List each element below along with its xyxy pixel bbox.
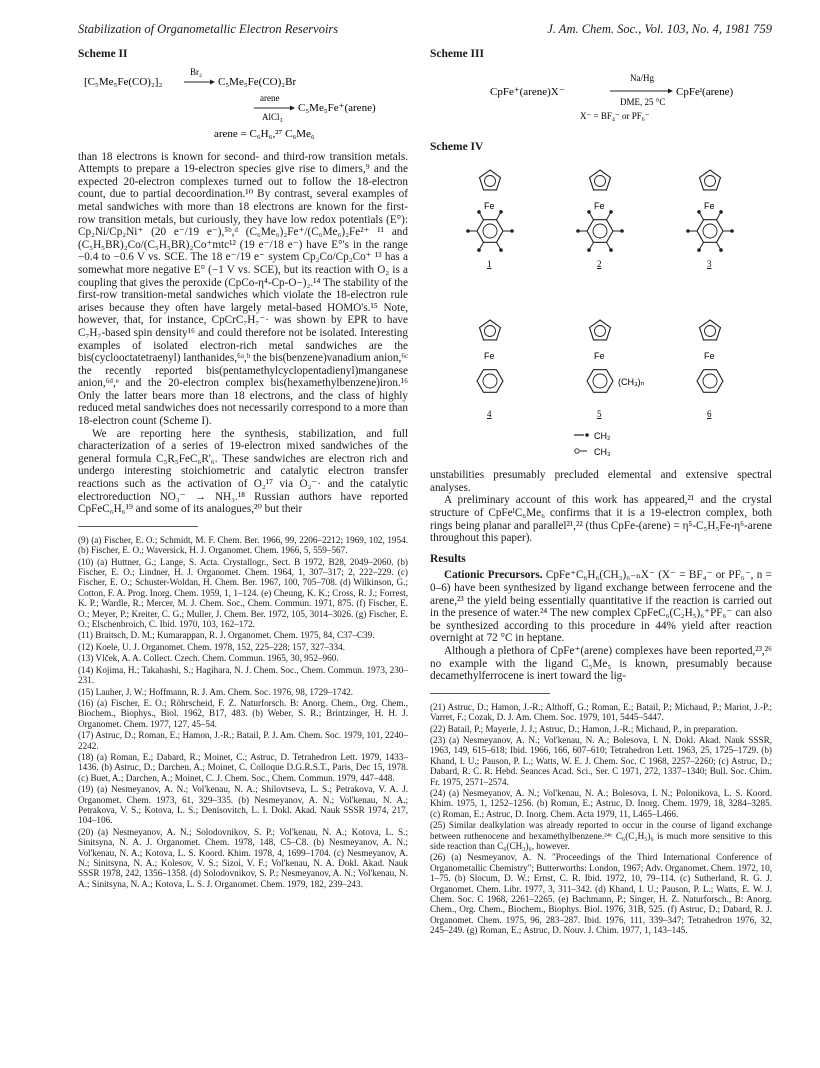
methyl-bond: [607, 242, 611, 249]
methyl-dot: [477, 210, 481, 214]
methyl-dot: [719, 248, 723, 252]
scheme-3-reagent-top: Na/Hg: [630, 72, 654, 83]
arene-aromatic-circle: [593, 374, 607, 388]
scheme-2-drawing: [78, 67, 408, 143]
reference-22: (22) Batail, P.; Mayerle, J. J.; Astruc, D.; Hamon, J.-R.; Michaud, P., in preparation.: [430, 723, 738, 734]
reference-26: (26) (a) Nesmeyanov, A. N. "Proceedings of the Third International Conference of Organometallic Chemistry"; Butterworths: London, 1967; Adv. Organomet. Chem. 1972, 10, 1–75. (b) Slocum, D. W.; Ernst, C. R. Ibid. 1972, 10, 79–114. (c) Sutherland, R. G. J. Organomet. Chem. Libr. 1977, 3, 311–342. (d) Khand, I. U.; Pauson, P. L.; Watts, E. W. J. Chem. Soc. C 1968, 2261–2265. (e) Bachmann, P.; Singer, H. Z. Naturforsch., B: Anorg. Chem., Org. Chem., Biochem., Biophys. Biol. 1976, 31B, 525. (f) Astruc, D.; Dabard, R. J. Organomet. Chem. 1975, 96, 283–287. Ibid. 1976, 111, 339–347; Tetrahedron 1976, 32, 245–249. (g) Roman, E.; Astruc, D. Nouv. J. Chim. 1977, 1, 143–145.: [430, 852, 772, 936]
reference-25: (25) Similar dealkylation was already reported to occur in the course of ligand exchange between ruthenocene and hexamethylbenzene.²⁴ᶜ C₆(C₂H₅)₆ is much more sensitive to this side reaction than C₆(CH₃)₆, however.: [430, 820, 772, 851]
arene-aromatic-circle: [483, 224, 497, 238]
reference-17: (17) Astruc, D.; Roman, E.; Hamon, J.-R.; Batail, P. J. Am. Chem. Soc. 1979, 101, 2240–2242.: [78, 730, 408, 751]
arene-ring: [587, 220, 613, 243]
methyl-dot: [730, 229, 734, 233]
fe-label: Fe: [594, 351, 605, 362]
methyl-bond: [590, 242, 594, 249]
legend-ch3-label: CH₃: [594, 447, 611, 458]
scheme-3-reagent-bottom: DME, 25 °C: [620, 96, 666, 107]
cp-aromatic-circle: [595, 176, 606, 187]
scheme-2-arrowhead-2: [290, 105, 295, 110]
methyl-dot: [587, 248, 591, 252]
scheme-2-product-2: C₅Me₅Fe⁺(arene): [298, 101, 376, 114]
reference-14: (14) Kojima, H.; Takahashi, S.; Hagihara, N. J. Chem. Soc., Chem. Commun. 1973, 230–231.: [78, 664, 408, 686]
scheme-4-drawing: [430, 159, 772, 469]
cp-aromatic-circle: [485, 326, 496, 337]
right-column: [430, 44, 772, 937]
methyl-dot: [587, 210, 591, 214]
results-paragraph-1-text: CpFe⁺C₆H₆(CH₃)₆₋ₙX⁻ (X⁻ = BF₄⁻ or PF₆⁻, n = 0–6) have been synthesized by ligand exchange between ferrocene and the arene,²³ the yield being essentially quantitative if the reaction is carried out in the presence of water.²⁴ The new complex CpFeC₆(C₂H₅)₆⁺PF₆⁻ can also be synthesized according to this procedure in 44% yield after reaction overnight at 72 °C in heptane.: [430, 569, 772, 645]
reference-9: (9) (a) Fischer, E. O.; Schmidt, M. F. Chem. Ber. 1966, 99, 2206–2212; 1969, 102, 1954. (b) Fischer, E. O.; Waversick, H. J. Organomet. Chem. 1966, 5, 559–567.: [78, 534, 408, 556]
results-paragraph-1: [430, 569, 772, 645]
legend-ch2-label: CH₂: [594, 431, 611, 442]
journal-citation: J. Am. Chem. Soc., Vol. 103, No. 4, 1981 759: [547, 22, 772, 36]
methyl-bond: [497, 213, 501, 220]
scheme-4-title: Scheme IV: [430, 140, 484, 153]
scheme-3-product: CpFeᴵ(arene): [676, 85, 734, 98]
footnotes-right: [430, 702, 772, 936]
scheme-2-arene-definition: arene = C₆H₆,²⁷ C₆Me₆: [214, 127, 315, 140]
scheme-2-reactant: [C₅Me₅Fe(CO)₂]₂: [84, 75, 163, 88]
scheme-3-reactant: CpFe⁺(arene)X⁻: [490, 85, 565, 98]
results-heading: Results: [430, 552, 466, 565]
arene-ring: [477, 370, 503, 393]
footnote-rule-right: [430, 693, 550, 694]
legend-ch2-dot: [585, 433, 589, 437]
scheme-3-arrowhead: [668, 88, 673, 93]
methyl-dot: [697, 248, 701, 252]
compound-number: 3: [707, 259, 712, 270]
results-runin-heading: Cationic Precursors.: [444, 569, 543, 582]
fe-label: Fe: [484, 201, 495, 212]
methyl-bond: [700, 213, 704, 220]
reference-20: (20) (a) Nesmeyanov, A. N.; Solodovnikov, S. P.; Vol'kenau, N. A.; Kotova, L. S.; Sinitsyna, N. A. J. Organomet. Chem. 1978, 148, C5–C8. (b) Nesmeyanov, A. N.; Vol'kenau, N. A.; Kotova, L. S. Koord. Khim. 1978, 4, 1699–1704. (c) Nesmeyanov, A. N.; Sinitsyna, N. A.; Kolesov, V. S.; Sizoi, V. F.; Vol'kenau, N. A. Dokl. Akad. Nauk SSSR 1978, 242, 1356–1358. (d) Solodovnikov, S. P.; Nesmeyanov, A. N.; Vol'kenau, N. A.; Sinitsyna, N. A.; Kotova, L. S. J. Organomet. Chem. 1979, 182, 239–243.: [78, 826, 408, 889]
arene-aromatic-circle: [593, 224, 607, 238]
methyl-dot: [576, 229, 580, 233]
compound-number: 1: [487, 259, 492, 270]
methyl-dot: [499, 210, 503, 214]
arene-aromatic-circle: [483, 374, 497, 388]
methyl-dot: [510, 229, 514, 233]
methyl-dot: [466, 229, 470, 233]
arene-ring: [697, 370, 723, 393]
reference-13: (13) Vlček, A. A. Collect. Czech. Chem. Commun. 1965, 30, 952–960.: [78, 653, 339, 664]
footnote-rule: [78, 526, 198, 527]
scheme-2-product-1: C₅Me₅Fe(CO)₂Br: [218, 75, 297, 88]
cp-aromatic-circle: [705, 326, 716, 337]
cp-aromatic-circle: [485, 176, 496, 187]
scheme-2-reagent-arene: arene: [260, 92, 280, 103]
compound-number: 6: [707, 409, 712, 420]
fe-label: Fe: [704, 201, 715, 212]
reference-21: (21) Astruc, D.; Hamon, J.-R.; Althoff, G.; Roman, E.; Batail, P.; Michaud, P.; Mariot, J.-P.; Varret, F.; Cozak, D. J. Am. Chem. Soc. 1979, 101, 5445–5447.: [430, 701, 772, 723]
reference-24: (24) (a) Nesmeyanov, A. N.; Vol'kenau, N. A.; Bolesova, I. N.; Polonikova, L. S. Koord. Khim. 1975, 1, 1252–1256. (b) Roman, E.; Astruc, D. Inorg. Chem. 1979, 18, 3284–3285. (c) Roman, E.; Astruc, D. Inorg. Chem. Acta 1979, 11, L465–L466.: [430, 787, 772, 819]
methyl-dot: [719, 210, 723, 214]
methyl-dot: [477, 248, 481, 252]
running-title: Stabilization of Organometallic Electron Reservoirs: [78, 22, 339, 36]
fe-label: Fe: [484, 351, 495, 362]
footnotes-left: [78, 535, 408, 889]
fe-label: Fe: [594, 201, 605, 212]
reference-18: (18) (a) Roman, E.; Dabard, R.; Moinet, C.; Astruc, D. Tetrahedron Lett. 1979, 1433–1436. (b) Astruc, D.; Darchen, A.; Moinet, C. Colloque D.G.R.S.T., Paris, Dec 15, 1978. (c) Buet, A.; Darchen, A.; Moinet, C. J. Chem. Soc., Chem. Commun. 1979, 447–448.: [78, 751, 408, 783]
arene-ring: [477, 220, 503, 243]
methyl-bond: [607, 213, 611, 220]
methyl-dot: [609, 210, 613, 214]
scheme-4: [430, 159, 772, 469]
left-column: [78, 44, 408, 890]
scheme-3: [430, 67, 772, 137]
arene-aromatic-circle: [703, 224, 717, 238]
body-paragraph-2: We are reporting here the synthesis, stabilization, and full characterization of a series of 19-electron mixed sandwiches of the general formula C₅R₅FeC₆R'₆. These sandwiches are electron rich and undergo interesting stoichiometric and catalytic electron transfer reactions such as the activation of O₂¹⁷ via O₂⁻· and the catalytic electroreduction NO₃⁻ → NH₃.¹⁸ Russian authors have reported CpFeC₆H₆¹⁹ and some of its analogues,²⁰ but their: [78, 427, 408, 516]
compound-number: 4: [487, 409, 492, 420]
reference-11: (11) Braitsch, D. M.; Kumarappan, R. J. Organomet. Chem. 1975, 84, C37–C39.: [78, 630, 375, 641]
methyl-bond: [480, 242, 484, 249]
reference-19: (19) (a) Nesmeyanov, A. N.; Vol'kenau, N. A.; Shilovtseva, L. S.; Petrakova, V. A. J. Organomet. Chem. 1973, 61, 329–335. (b) Nesmeyanov, A. N.; Vol'kenau, N. A.; Petrakova, V. S.; Kotova, L. S.; Denisovitch, L. I. Dokl. Akad. Nauk SSSR 1974, 217, 104–106.: [78, 784, 408, 826]
body-paragraph-1: than 18 electrons is known for second- and third-row transition metals. Attempts to prepare a 19-electron species give rise to dimers,⁹ and the expected 20-electron complexes turned out to follow the 18-electron count, due to partial decoordination.¹⁰ By contrast, several examples of metal sandwiches with more than 18 electrons are known for the first-row transition metals, but curiously, they have low redox potentials (E°): Cp₂Ni/Cp₂Ni⁺ (20 e⁻/19 e⁻),⁵ᵇ,ᵈ (C₆Me₆)₂Fe⁺/(C₆Me₆)₂Fe²⁺ ¹¹ and (C₅H₅BR)₂Co/(C₅H₅BR)₂Co⁺mtc¹² (19 e⁻/18 e⁻) have E°'s in the range −0.4 to −0.6 V vs. SCE. The 18 e⁻/19 e⁻ system Cp₂Co/Cp₂Co⁺ ¹³ has a somewhat more negative E° (−1 V vs. SCE), but its reaction with O₂ is a coupling that gives the peroxide (CpCo-η⁴-Cp-O−)₂.¹⁴ The stability of the first-row transition-metal sandwiches which violate the 18-electron rule arises because they often have largely metal-based HOMO's.¹⁵ Note, however, that, for instance, CpCrC₇H₇⁻· was shown by EPR to have C₇H₇-based spin density¹⁶ and could therefore not be isolated. Interesting examples of isolated electron-rich metal sandwiches are the bis(cyclooctatetraenyl) lanthanides,⁶ᵃ,ᵇ the bis(benzene)vanadium anion,⁶ᶜ the recently reported bis(pentamethylcyclopentadienyl)manganese anion,⁶ᵈ,ᵉ and the 20-electron complex bis(hexamethylbenzene)iron.¹⁶ Only the latter bears more than 18 electrons, and the class of highly reduced metal sandwiches does not necessarily correspond to a more than 18-electron count (Scheme I).: [78, 150, 409, 428]
methyl-dot: [499, 248, 503, 252]
scheme-3-title: Scheme III: [430, 48, 484, 60]
methyl-dot: [686, 229, 690, 233]
cp-aromatic-circle: [705, 176, 716, 187]
reference-23: (23) (a) Nesmeyanov, A. N.; Vol'kenau, N. A.; Bolesova, I. N. Dokl. Akad. Nauk SSSR, 1963, 149, 615–618; Ibid. 1966, 166, 607–610; Tetrahedron Lett. 1963, 25, 1725–1729. (b) Khand, I. U.; Pauson, P. L.; Watts, W. E. J. Chem. Soc. C 1968, 2257–2260; (c) Astruc, D.; Dabard, R. C. R. Hebd. Seances Acad. Sci., Ser. C 1971, 272, 1337–1340; Bull. Soc. Chim. Fr. 1975, 2571–2574.: [430, 734, 772, 787]
methyl-bond: [717, 242, 721, 249]
fe-label: Fe: [704, 351, 715, 362]
scheme-3-drawing: [430, 67, 772, 137]
scheme-2-reagent-alcl3: AlCl₃: [262, 111, 283, 122]
reference-12: (12) Koele, U. J. Organomet. Chem. 1978, 152, 225–228; 157, 327–334.: [78, 641, 346, 652]
body-paragraph-right-1: unstabilities presumably precluded elemental and extensive spectral analyses.: [430, 469, 772, 494]
body-paragraph-right-2: A preliminary account of this work has appeared,²¹ and the crystal structure of CpFeᴵC₆Me₆ confirms that it is a 19-electron complex, both rings being planar and parallel²¹,²² (thus CpFe-(arene) = η⁵-C₅H₅Fe-η⁶-arene throughout this paper).: [430, 494, 772, 545]
scheme-2: [78, 67, 408, 143]
results-paragraph-2: Although a plethora of CpFe⁺(arene) complexes have been reported,²³,²⁶ no example with the ligand C₅Me₅ is known, presumably because decamethylferrocene is inert toward the lig-: [430, 644, 772, 683]
arene-aromatic-circle: [703, 374, 717, 388]
reference-16: (16) (a) Fischer, E. O.; Röhrscheid, F. Z. Naturforsch. B: Anorg. Chem., Org. Chem., Biochem., Biophys., Biol. 1962, B17, 483. (b) Weber, S. R.; Brintzinger, H. H. J. Organomet. Chem. 1977, 127, 45–54.: [78, 697, 408, 729]
methyl-dot: [697, 210, 701, 214]
compound-number: 5: [597, 409, 602, 420]
methyl-bond: [480, 213, 484, 220]
arene-ring: [587, 370, 613, 393]
methyl-bond: [590, 213, 594, 220]
methyl-bond: [700, 242, 704, 249]
legend-ch3-circle: [575, 449, 579, 453]
scheme-2-arrowhead-1: [210, 79, 215, 84]
scheme-2-title: Scheme II: [78, 48, 128, 60]
methyl-count-label: (CH₃)ₙ: [618, 377, 645, 388]
reference-10: (10) (a) Huttner, G.; Lange, S. Acta. Crystallogr., Sect. B 1972, B28, 2049–2060. (b) Fischer, E. O.; Lindner, H. J. Organomet. Chem. 1964, 1, 307–317; 2, 222–229. (c) Fischer, E. O.; Schuster-Woldan, H. Chem. Ber. 1967, 100, 705–708. (d) Wilkinson, G.; Cotton, F. A. Prog. Inorg. Chem. 1959, 1, 1–124. (e) Cheung, K. K.; Cross, R. J.; Forrest, K. P.; Wardle, R.; Mercer, M. J. Chem. Soc., Chem. Commun. 1971, 875. (f) Fischer, E. O.; Meyer, P.; Kreiter, C. G.; Muller, J. Chem. Ber. 1972, 105, 3014–3026. (g) Fischer, E. O.; Elschenbroich, C. Ibid. 1970, 103, 162–172.: [78, 556, 408, 630]
reference-15: (15) Lauher, J. W.; Hoffmann, R. J. Am. Chem. Soc. 1976, 98, 1729–1742.: [78, 686, 354, 697]
cp-aromatic-circle: [595, 326, 606, 337]
scheme-3-anion-note: X⁻ = BF₄⁻ or PF₆⁻: [580, 110, 650, 121]
scheme-2-reagent-br2: Br₂: [190, 66, 203, 77]
methyl-dot: [609, 248, 613, 252]
methyl-bond: [497, 242, 501, 249]
compound-number: 2: [597, 259, 602, 270]
methyl-bond: [717, 213, 721, 220]
arene-ring: [697, 220, 723, 243]
methyl-dot: [620, 229, 624, 233]
